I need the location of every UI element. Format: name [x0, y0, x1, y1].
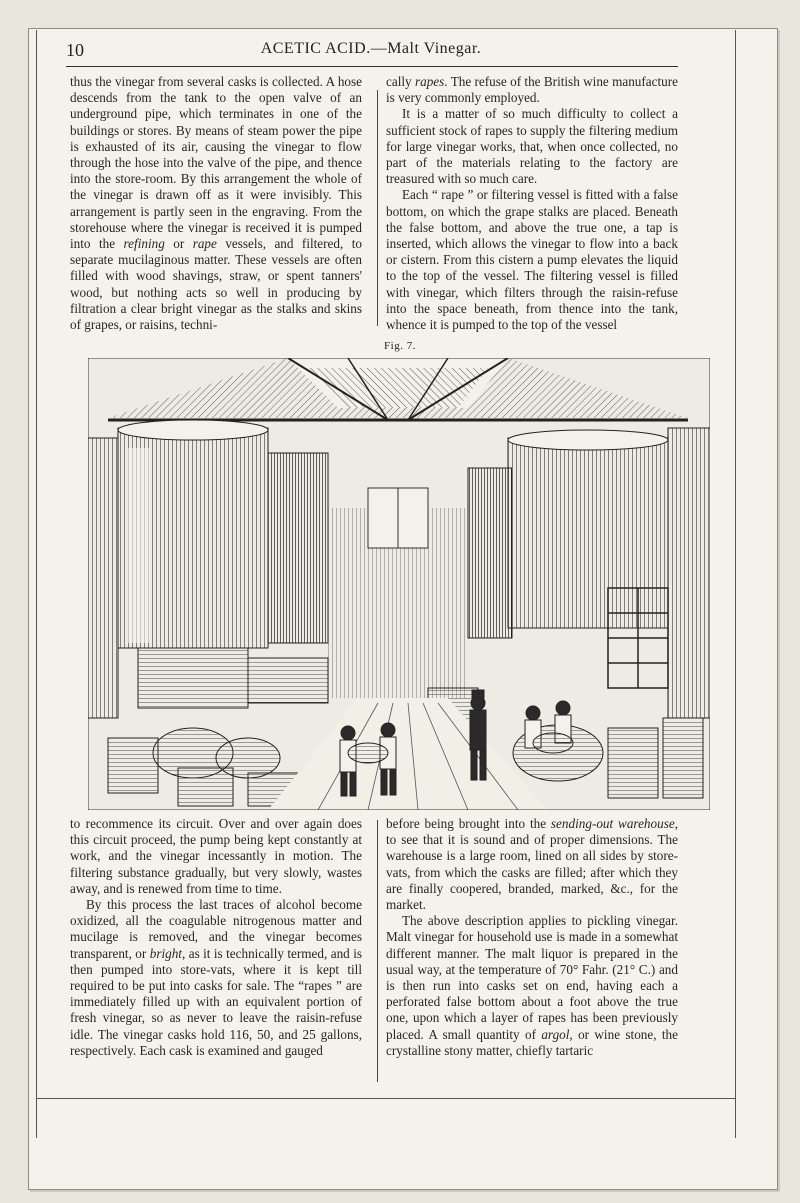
paragraph: Each “ rape ” or filtering vessel is fitted with a false bottom, on which the grape stalks are placed. Beneath the false bottom, and above the true one, a tap is inserted, which allows the vinegar to flow into a back or cistern. From this cistern a pump elevates the liquid to the top of the vessel. The filtering vessel is filled with vinegar, which filters through the raisin-refuse into the space beneath, from thence into the tank, whence it is pumped to the top of the vessel [386, 187, 678, 333]
paragraph: The above description applies to pickling vinegar. Malt vinegar for household use is made in a somewhat different manner. The malt liquor is prepared in the usual way, at the temperature of 70° Fahr. (21° C.) and is then run into casks set on end, having each a perforated false bottom about a foot above the true one, upon which a layer of rapes has been previously placed. A small quantity of argol, or wine stone, the crystalline stony matter, chiefly tartaric [386, 913, 678, 1058]
paragraph: It is a matter of so much difficulty to collect a sufficient stock of rapes to supply the filtering medium for large vinegar works, that, when once collected, no part of the materials relating to the factory are treasured with so much care. [386, 106, 678, 187]
column-left-bottom [70, 816, 362, 1059]
paragraph: cally rapes. The refuse of the British wine manufacture is very commonly employed. [386, 74, 679, 106]
column-left-top [70, 74, 362, 333]
column-right-bottom [386, 816, 678, 1059]
paragraph: to recommence its circuit. Over and over again does this circuit proceed, the pump being kept constantly at work, and the vinegar incessantly in motion. The filtering substance gradually, but very slowly, wastes away, and is renewed from time to time. [70, 816, 362, 896]
warehouse-engraving [88, 358, 710, 810]
figure-caption: Fig. 7. [384, 340, 416, 352]
column-divider [377, 820, 378, 1082]
warehouse-engraving-illustration [88, 358, 710, 810]
frame-bottom-rule [36, 1098, 736, 1099]
running-head [66, 40, 676, 66]
page-number: 10 [66, 40, 84, 60]
paragraph: thus the vinegar from several casks is collected. A hose descends from the tank to the open valve of an underground pipe, which terminates in one of the buildings or stores. By means of steam power the pipe is exhausted of its air, causing the vinegar to flow through the hose into the valve of the pipe, and thence into the store-room. By this arrangement the whole of the vinegar is drawn off as it were invisibly. This arrangement is partly seen in the engraving. From the storehouse where the vinegar is received it is pumped into the refining or rape vessels, and filtered, to separate mucilaginous matter. These vessels are often filled with wood shavings, straw, or spent tanners' wood, but nothing acts so well in producing by filtration a clear bright vinegar as the stalks and skins of grapes, or raisins, techni- [70, 74, 362, 333]
column-divider [377, 90, 378, 326]
paragraph: before being brought into the sending-out warehouse, to see that it is sound and of proper dimensions. The warehouse is a large room, lined on all sides by store-vats, from which the casks are filled; after which they are finally coopered, branded, marked, &c., for the market. [386, 816, 678, 913]
column-right-top [386, 74, 678, 333]
paragraph: By this process the last traces of alcohol become oxidized, all the coagulable nitrogenous matter and mucilage is removed, and the vinegar becomes transparent, or bright, as it is technically termed, and is then pumped into store-vats, where it is kept till required to be put into casks for sale. The “rapes ” are immediately filled up with an equivalent portion of fresh vinegar, so as never to leave the raisin-refuse idle. The vinegar casks hold 116, 50, and 25 gallons, respectively. Each cask is examined and gauged [70, 897, 362, 1058]
running-head-rule [66, 66, 678, 67]
running-head-title: ACETIC ACID.—Malt Vinegar. [260, 40, 482, 57]
